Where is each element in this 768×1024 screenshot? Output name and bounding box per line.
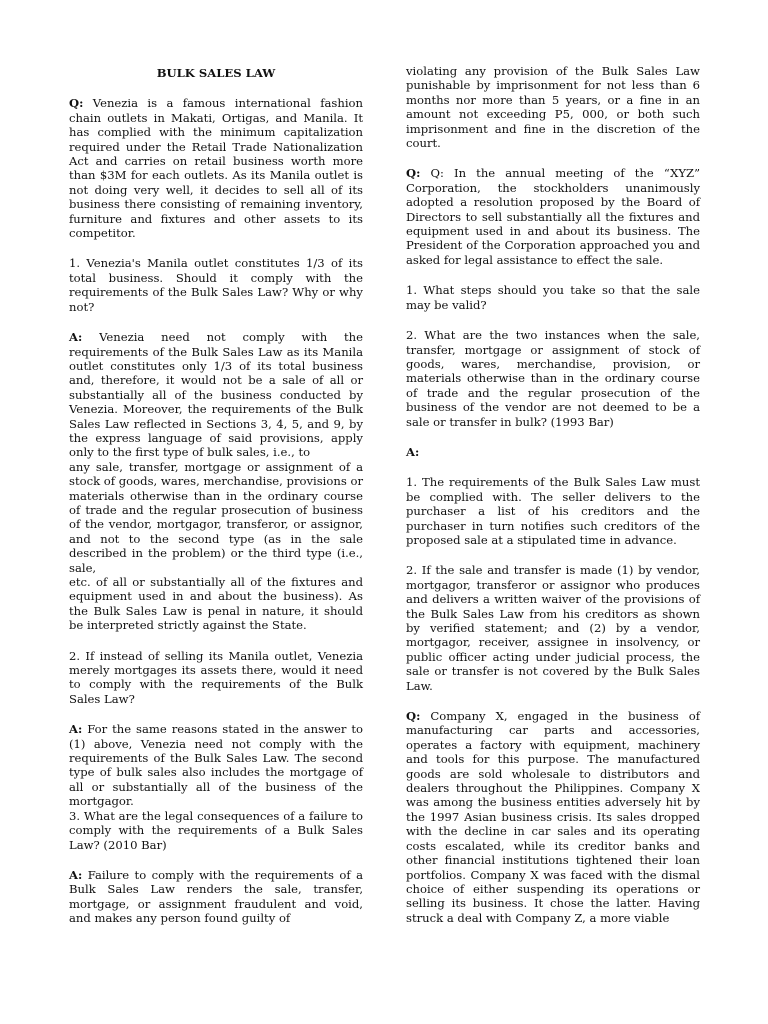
answer-3 [69,868,363,926]
subquestion-1: 1. Venezia's Manila outlet constitutes 1/3 of its total business. Should it comply with the requirements of the Bulk Sales Law? Why or why not? [69,256,363,314]
answer-text: Failure to comply with the requirements of a Bulk Sales Law renders the sale, transfer, mortgage, or assignment fraudulent and void, and makes any person found guilty of [69,867,363,926]
subquestion-3: 3. What are the legal consequences of a failure to comply with the requirements of a Bulk Sales Law? (2010 Bar) [69,808,363,852]
answer-item-2: 2. If the sale and transfer is made (1) by vendor, mortgagor, transferor or assignor who produces and delivers a written waiver of the provisions of the Bulk Sales Law from his creditors as shown by verified statement; and (2) by a vendor, mortgagor, receiver, assignee in insolvency, or public officer acting under judicial process, the sale or transfer is not covered by the Bulk Sales Law. [406,563,700,693]
answer-label: A: [69,867,83,882]
answer-1-conclusion: etc. of all or substantially all of the fixtures and equipment used in and about the business). As the Bulk Sales Law is penal in nature, it should be interpreted strictly against the State. [69,575,363,633]
question-text: Venezia is a famous international fashion chain outlets in Makati, Ortigas, and Manila. It has complied with the minimum capitalization required under the Retail Trade Nationalization Act and carries on retail business worth more than $3M for each outlets. As its Manila outlet is not doing very well, it decides to sell all of its business there consisting of remaining inventory, furniture and fixtures and other assets to its competitor. [69,96,364,241]
answer-text: Venezia need not comply with the requirements of the Bulk Sales Law as its Manila outlet constitutes only 1/3 of its total business and, therefore, it would not be a sale of all or substantially all of the business conducted by Venezia. Moreover, the requirements of the Bulk Sales Law reflected in Sections 3, 4, 5, and 9, by the express language of said provisions, apply only to the first type of bulk sales, i.e., to [69,330,364,460]
left-column [69,66,363,926]
answer-1 [69,330,363,460]
question-label: Q: [406,709,421,724]
subquestion-2: 2. If instead of selling its Manila outlet, Venezia merely mortgages its assets there, would it need to comply with the requirements of the Bulk Sales Law? [69,648,363,706]
page-title: BULK SALES LAW [156,66,276,80]
question-2 [406,166,700,267]
answer-2 [69,722,363,808]
answer-heading [406,445,700,459]
answer-label: A: [69,722,83,737]
question-text: Company X, engaged in the business of manufacturing car parts and accessories, operates a factory with equipment, machinery and tools for this purpose. The manufactured goods are sold wholesale to distributors and dealers throughout the Philippines. Company X was among the business entities adversely hit by the 1997 Asian business crisis. Its sales dropped with the decline in car sales and its operating costs escalated, while its creditor banks and other financial institutions tightened their loan portfolios. Company X was faced with the dismal choice of either suspending its operations or selling its business. It chose the latter. Having struck a deal with Company Z, a more viable [406,709,701,925]
question-3 [406,709,700,925]
right-column [406,64,700,925]
answer-text: For the same reasons stated in the answer to (1) above, Venezia need not comply with the requirements of the Bulk Sales Law. The second type of bulk sales also includes the mortgage of all or substantially all of the business of the mortgagor. [69,722,364,809]
question-label: Q: [69,96,84,111]
answer-label: A: [406,444,420,459]
answer-label: A: [69,330,83,345]
question-text: Q: In the annual meeting of the “XYZ” Corporation, the stockholders unanimously adopted a resolution proposed by the Board of Directors to sell substantially all the fixtures and equipment used in and about its business. The President of the Corporation approached you and asked for legal assistance to effect the sale. [406,166,700,267]
answer-item-1: 1. The requirements of the Bulk Sales Law must be complied with. The seller delivers to the purchaser a list of his creditors and the purchaser in turn notifies such creditors of the proposed sale at a stipulated time in advance. [406,475,700,547]
subquestion-2: 2. What are the two instances when the sale, transfer, mortgage or assignment of stock of goods, wares, merchandise, provision, or materials otherwise than in the ordinary course of trade and the regular prosecution of the business of the vendor are not deemed to be a sale or transfer in bulk? (1993 Bar) [406,328,700,429]
question-label: Q: [406,166,421,181]
subquestion-1: 1. What steps should you take so that the sale may be valid? [406,283,700,312]
question-1 [69,96,363,240]
answer-3-continued: violating any provision of the Bulk Sales Law punishable by imprisonment for not less than 6 months nor more than 5 years, or a fine in an amount not exceeding P5, 000, or both such imprisonment and fine in the discretion of the court. [406,64,700,151]
answer-1-continued: any sale, transfer, mortgage or assignment of a stock of goods, wares, merchandise, provisions or materials otherwise than in the ordinary course of trade and the regular prosecution of business of the vendor, mortgagor, transferor, or assignor, and not to the second type (as in the sale described in the problem) or the third type (i.e., sale, [69,459,363,575]
